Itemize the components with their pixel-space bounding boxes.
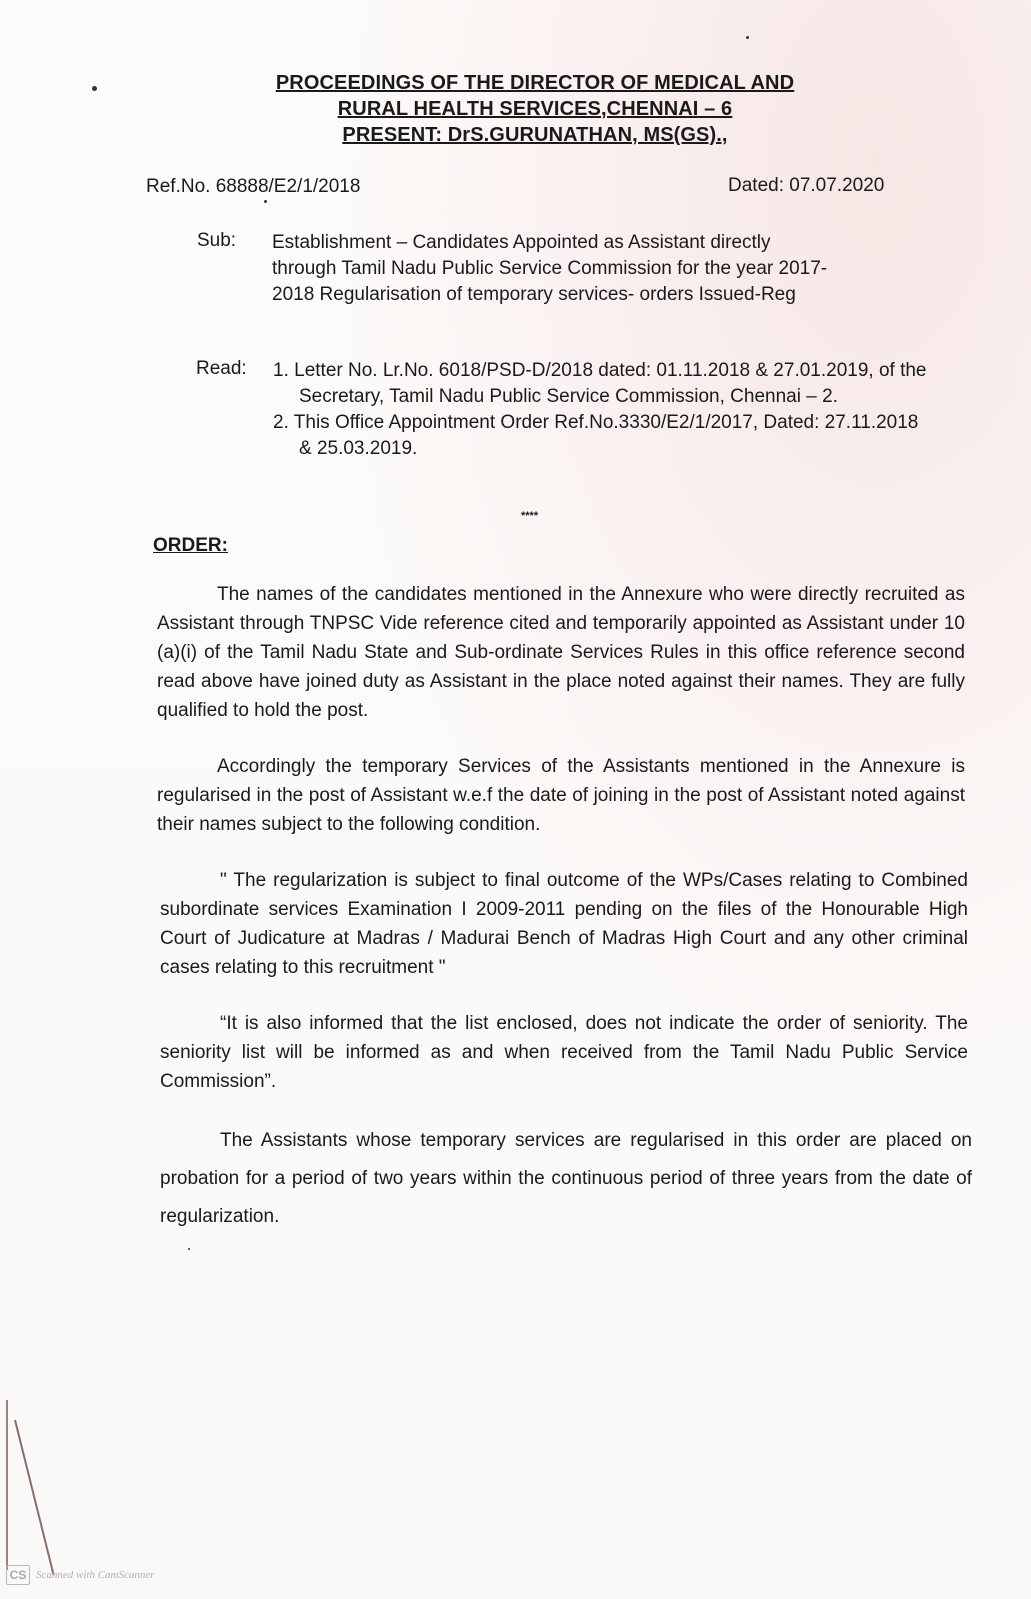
read-references — [273, 358, 933, 462]
order-heading: ORDER: — [153, 535, 228, 556]
ink-speck — [188, 1248, 190, 1250]
order-paragraph: The names of the candidates mentioned in the Annexure who were directly recruited as Assistant through TNPSC Vide reference cited and temporarily appointed as Assistant under 10 (a)(i) of the Tamil Nadu State and Sub-ordinate Services Rules in this office reference second read above have joined duty as Assistant in the place noted against their names. They are fully qualified to hold the post. — [157, 584, 965, 721]
title-line-1: PROCEEDINGS OF THE DIRECTOR OF MEDICAL AND — [275, 72, 795, 94]
read-item: 1. Letter No. Lr.No. 6018/PSD-D/2018 dated: 01.11.2018 & 27.01.2019, of the Secretary, Tamil Nadu Public Service Commission, Chennai – 2. — [273, 360, 927, 407]
watermark-text: Scanned with CamScanner — [36, 1569, 155, 1581]
ink-speck — [264, 200, 267, 203]
camscanner-logo-icon: CS — [6, 1565, 30, 1585]
title-line-2: RURAL HEALTH SERVICES,CHENNAI – 6 — [337, 98, 733, 120]
margin-mark — [6, 1400, 8, 1570]
read-label: Read: — [196, 358, 247, 379]
section-separator: **** — [521, 510, 539, 522]
order-paragraph: Accordingly the temporary Services of the Assistants mentioned in the Annexure is regularised in the post of Assistant w.e.f the date of joining in the post of Assistant noted against their names subject to the following condition. — [157, 756, 965, 835]
document-date: Dated: 07.07.2020 — [728, 175, 885, 196]
read-item: 2. This Office Appointment Order Ref.No.3330/E2/1/2017, Dated: 27.11.2018 & 25.03.2019. — [273, 412, 919, 459]
reference-number: Ref.No. 68888/E2/1/2018 — [146, 176, 361, 197]
document-title — [260, 70, 810, 148]
subject-label: Sub: — [197, 230, 237, 251]
title-line-3: PRESENT: DrS.GURUNATHAN, MS(GS)., — [342, 124, 728, 146]
subject-text: Establishment – Candidates Appointed as Assistant directly through Tamil Nadu Public Service Commission for the year 2017-2018 Regularisation of temporary services- orders Issued-Reg — [272, 232, 828, 305]
order-paragraph: “It is also informed that the list enclosed, does not indicate the order of seniority. The seniority list will be informed as and when received from the Tamil Nadu Public Service Commission”. — [160, 1013, 968, 1092]
margin-mark — [14, 1420, 55, 1576]
order-paragraph: " The regularization is subject to final outcome of the WPs/Cases relating to Combined subordinate services Examination I 2009-2011 pending on the files of the Honourable High Court of Judicature at Madras / Madurai Bench of Madras High Court and any other criminal cases relating to this recruitment " — [160, 870, 968, 978]
order-paragraph: The Assistants whose temporary services are regularised in this order are placed on probation for a period of two years within the continuous period of three years from the date of regularization. — [160, 1130, 972, 1227]
ink-speck — [746, 36, 749, 39]
camscanner-watermark — [6, 1565, 155, 1585]
ink-speck — [92, 86, 97, 91]
